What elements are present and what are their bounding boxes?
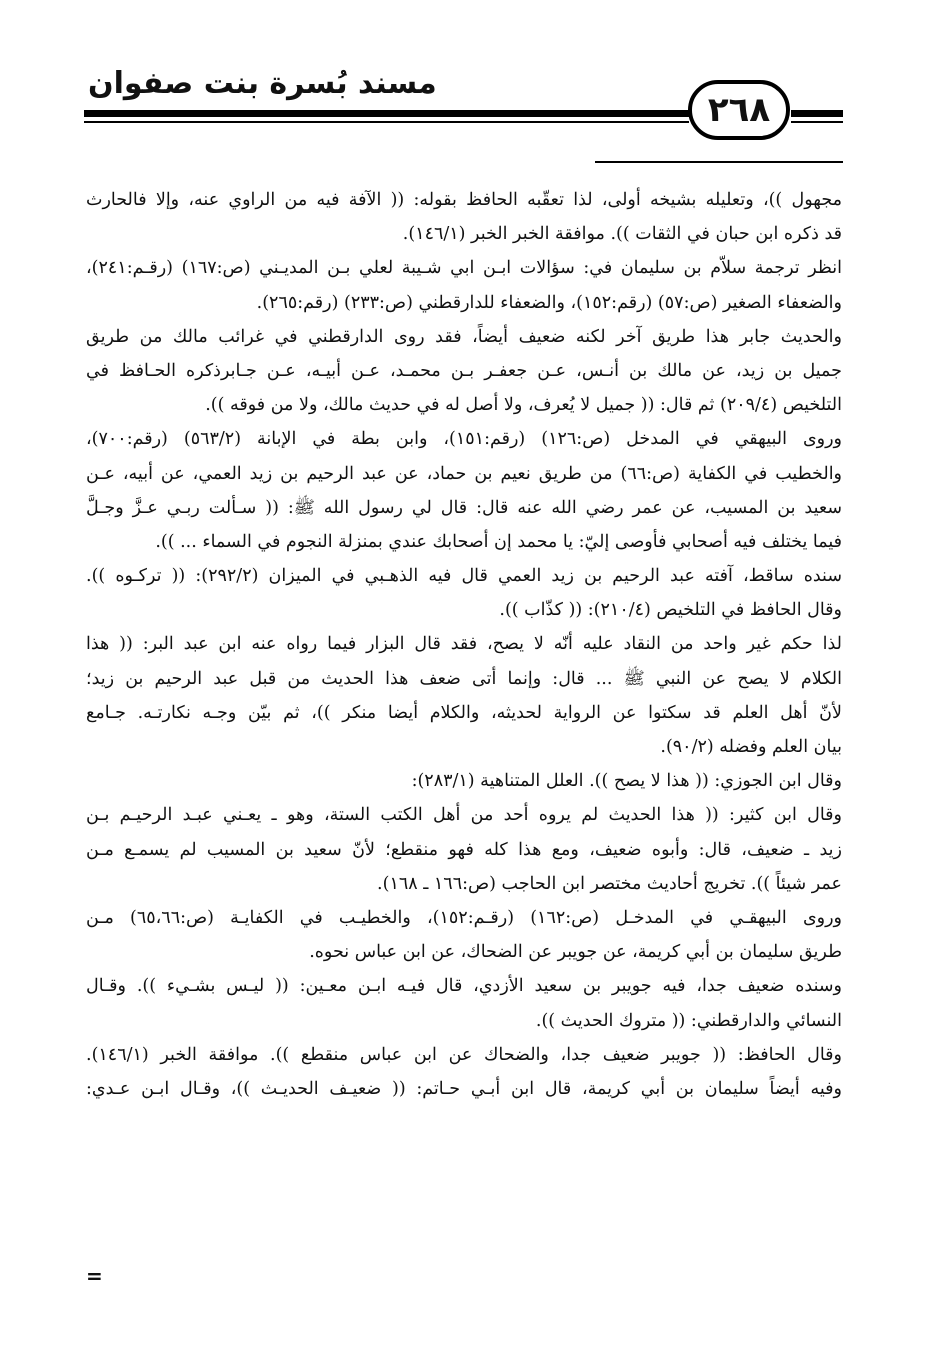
text-line: جميل بن زيد، عن مالك بن أنـس، عـن جعفـر بـن محمـد، عـن أبيـه، عـن جـابرذكره الحـافظ في	[86, 360, 842, 381]
footnote-body	[86, 183, 842, 1106]
text-line: لذا حكم غير واحد من النقاد عليه أنّه لا يصح، فقد قال البزار فيما رواه عنه ابن عبد البر: (( هذا	[86, 634, 842, 655]
text-line: وروى البيهقـي في المدخـل (ص:١٦٢) (رقـم:١٥٢)، والخطيـب في الكفايـة (ص:٦٥،٦٦) مـن	[86, 907, 842, 928]
header-rule-thick	[84, 110, 689, 117]
text-line: زيد ـ ضعيف، قال: وأبوه ضعيف، ومع هذا كله فهو منقطع؛ لأنّ سعيد بن المسيب لم يسمـع مـن	[86, 839, 842, 860]
continuation-mark: =	[86, 1264, 103, 1288]
running-header-title: مسند بُسرة بنت صفوان	[88, 66, 437, 101]
text-line: وقال الحافظ في التلخيص (٢١٠/٤): (( كذّاب )).	[499, 600, 842, 621]
text-line: عمر شيئاً )). تخريج أحاديث مختصر ابن الحاجب (ص:١٦٦ ـ ١٦٨).	[377, 873, 842, 894]
text-line: وقال ابن كثير: (( هذا الحديث لم يروه أحد من أهل الكتب الستة، وهو ـ يعـني عبـد الرحيـم بـن	[86, 805, 842, 826]
text-line: طريق سليمان بن أبي كريمة، عن جويبر عن الضحاك، عن ابن عباس نحوه.	[309, 942, 842, 963]
text-line: وسنده ضعيف جدا، فيه جويبر بن سعيد الأزدي، قال فيـه ابـن معـين: (( ليـس بشـيء )). وقـال	[86, 976, 842, 997]
header-rule-thin-right	[791, 121, 843, 123]
page-number: ٢٦٨	[707, 90, 771, 130]
text-line: النسائي والدارقطني: (( متروك الحديث )).	[535, 1010, 842, 1031]
text-line: مجهول ))، وتعليله بشيخه أولى، لذا تعقّبه الحافظ بقوله: (( الآفة فيه من الراوي عنه، وإلا فالحارث	[86, 190, 842, 210]
text-line: التلخيص (٢٠٩/٤) ثم قال: (( جميل لا يُعرف، ولا أصل له في حديث مالك، ولا من فوقه )).	[205, 395, 842, 416]
text-line: لأنّ أهل العلم قد سكتوا عن الرواية لحديثه، والكلام أيضا منكر ))، ثم بيّن وجـه نكارتـه. جـامع	[86, 702, 842, 723]
text-line: وقال ابن الجوزي: (( هذا لا يصح )). العلل المتناهية (٢٨٣/١):	[411, 771, 842, 792]
text-line: قد ذكره ابن حبان في الثقات )). موافقة الخبر الخبر (١٤٦/١).	[402, 224, 842, 245]
text-line: وقال الحافظ: (( جويبر ضعيف جدا، والضحاك عن ابن عباس منقطع )). موافقة الخبر (١٤٦/١).	[86, 1044, 842, 1065]
page-number-badge	[688, 80, 790, 140]
text-line: والحديث جابر هذا طريق آخر لكنه ضعيف أيضاً، فقد روى الدارقطني في غرائب مالك من طريق	[86, 326, 842, 347]
text-line: الكلام لا يصح عن النبي ﷺ ... قال: وإنما أتى ضعف هذا الحديث من قبل عبد الرحيم بن زيد؛	[86, 668, 842, 689]
text-line: والخطيب في الكفاية (ص:٦٦) من طريق نعيم بن حماد، عن عبد الرحيم بن زيد العمي، عن أبيه، عـن	[86, 463, 842, 484]
text-line: سعيد بن المسيب، عن عمر رضي الله عنه قال: قال لي رسول الله ﷺ: (( سـألت ربـي عـزَّ وجـلَّ	[86, 497, 842, 518]
text-line: وفيه أيضاً سليمان بن أبي كريمة، قال ابن أبـي حـاتم: (( ضعيـف الحديـث ))، وقـال ابـن عـدي:	[86, 1078, 842, 1099]
text-line: فيما يختلف فيه أصحابي فأوصى إليّ: يا محمد إن أصحابك عندي بمنزلة النجوم في السماء ... )).	[155, 531, 842, 552]
footnote-separator-rule	[595, 161, 843, 163]
text-line: والضعفاء الصغير (ص:٥٧) (رقم:١٥٢)، والضعفاء للدارقطني (ص:٢٣٣) (رقم:٢٦٥).	[256, 292, 842, 313]
header-rule-thin	[84, 121, 689, 123]
text-line: وروى البيهقي في المدخل (ص:١٢٦) (رقم:١٥١)، وابن بطة في الإبانة (٥٦٣/٢) (رقم:٧٠٠)،	[86, 429, 842, 450]
header-rule-thick-right	[791, 110, 843, 117]
text-line: انظر ترجمة سلاّم بن سليمان في: سؤالات ابـن ابي شـيبة لعلي بـن المديـني (ص:١٦٧) (رقـم:٢٤١)،	[86, 258, 842, 279]
text-line: بيان العلم وفضله (٩٠/٢).	[660, 737, 842, 757]
text-line: سنده ساقط، آفته عبد الرحيم بن زيد العمي قال فيه الذهـبي في الميزان (٢٩٢/٢): (( تركـوه )).	[86, 566, 842, 587]
